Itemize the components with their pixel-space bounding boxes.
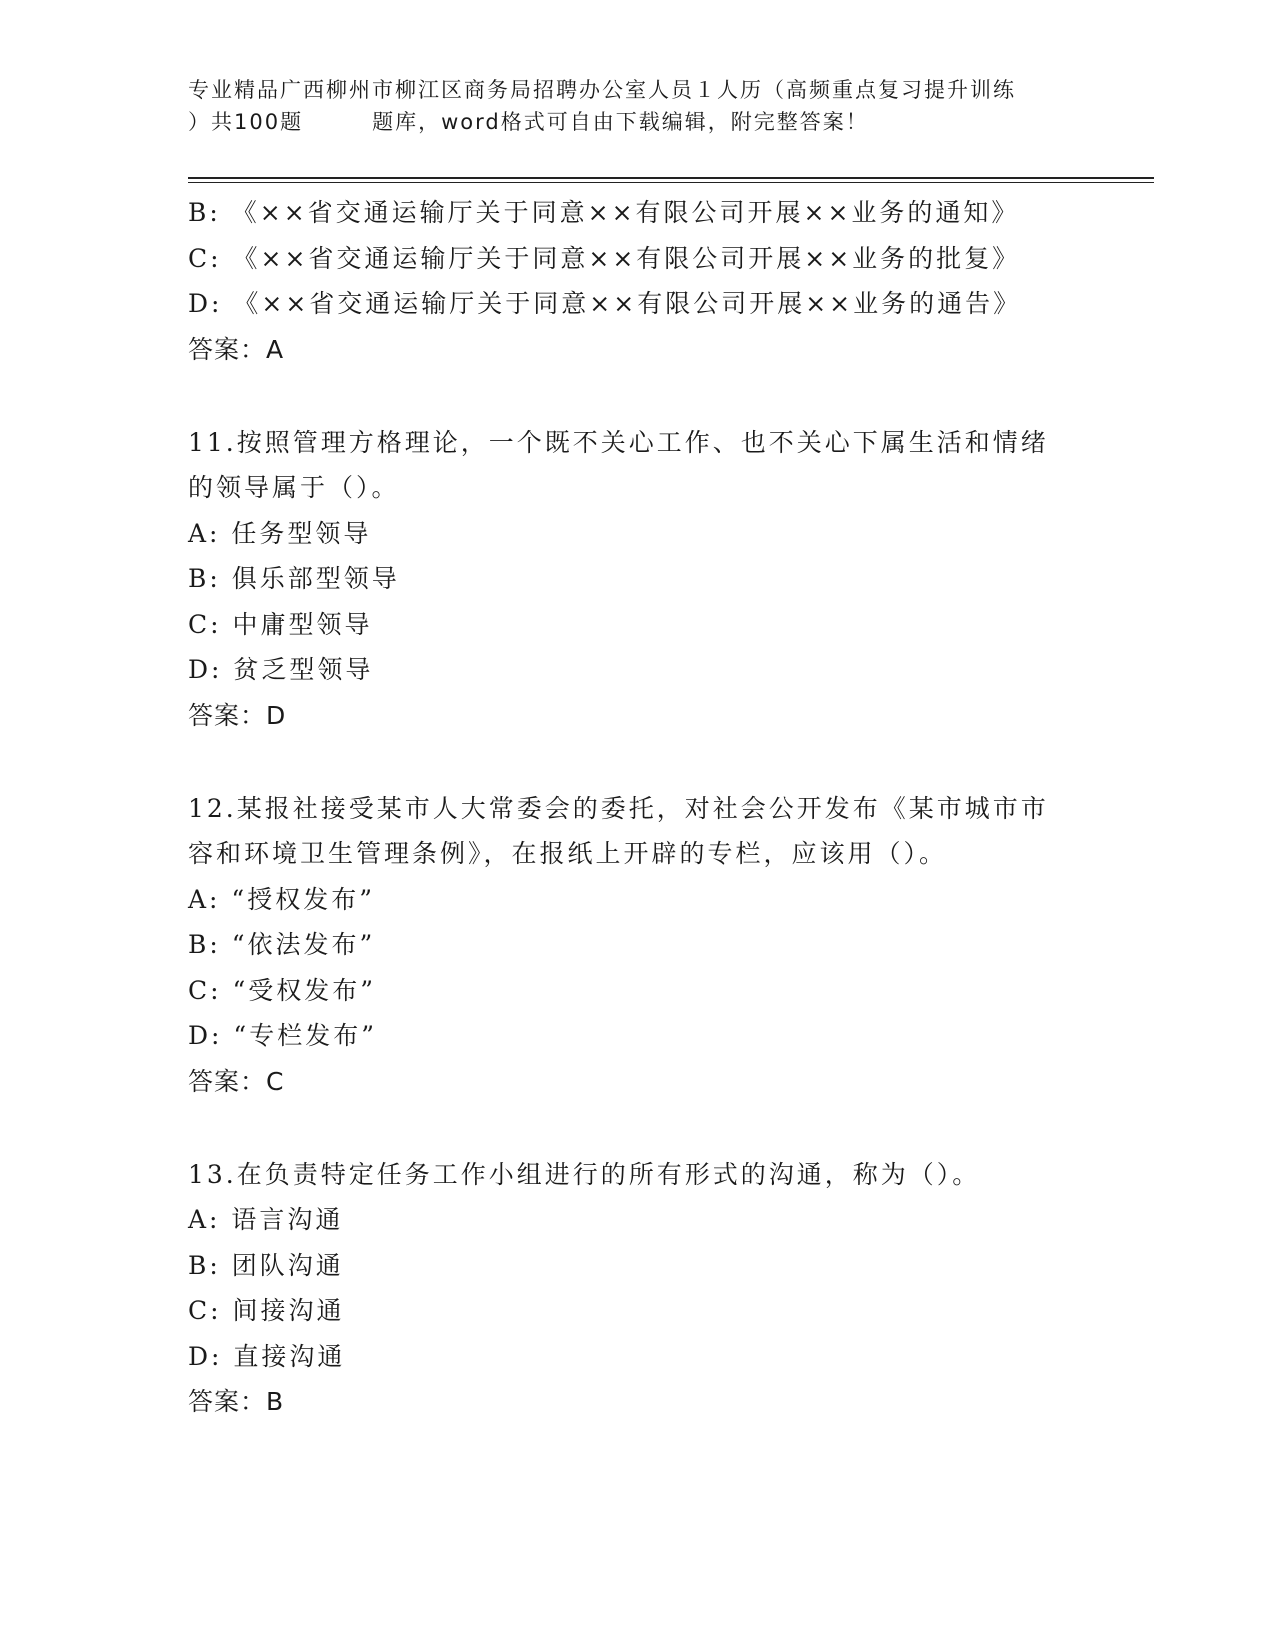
option-d: D: 《××省交通运输厅关于同意××有限公司开展××业务的通告》 [188, 289, 1022, 318]
answer: 答案：A [188, 334, 285, 364]
question-stem [188, 786, 1068, 877]
answer: 答案：B [188, 1387, 285, 1416]
question-11 [188, 420, 1088, 739]
question-stem-line: 的领导属于（）。 [188, 473, 400, 502]
question-13 [188, 1152, 1088, 1426]
question-stem-line: 12.某报社接受某市人大常委会的委托，对社会公开发布《某市城市市 [188, 793, 1049, 823]
option-b: B: “依法发布” [188, 930, 376, 959]
header-divider [188, 177, 1154, 179]
question-stem [188, 1152, 1068, 1198]
option-d: D: 直接沟通 [188, 1341, 346, 1371]
question-stem-line: 11.按照管理方格理论，一个既不关心工作、也不关心下属生活和情绪 [188, 427, 1049, 457]
option-c: C: 中庸型领导 [188, 609, 373, 639]
option-b: B: 俱乐部型领导 [188, 564, 400, 593]
question-stem-line: 容和环境卫生管理条例》，在报纸上开辟的专栏，应该用（）。 [188, 839, 948, 868]
option-c: C: 《××省交通运输厅关于同意××有限公司开展××业务的批复》 [188, 243, 1021, 273]
option-a: A: “授权发布” [188, 884, 375, 914]
option-d: D: “专栏发布” [188, 1021, 377, 1050]
option-a: A: 任务型领导 [188, 518, 372, 548]
option-b: B: 《××省交通运输厅关于同意××有限公司开展××业务的通知》 [188, 198, 1020, 227]
answer: 答案：C [188, 1066, 285, 1096]
option-b: B: 团队沟通 [188, 1250, 344, 1280]
question-10-continued [188, 190, 1088, 373]
document-header [188, 74, 1088, 138]
question-stem [188, 420, 1068, 511]
header-title-line-2: ）共100题 题库，word格式可自由下载编辑，附完整答案！ [188, 110, 869, 134]
question-12 [188, 786, 1088, 1105]
document-body [188, 190, 1088, 1425]
option-d: D: 贫乏型领导 [188, 655, 374, 684]
option-a: A: 语言沟通 [188, 1205, 344, 1234]
question-stem-line: 13.在负责特定任务工作小组进行的所有形式的沟通，称为（）。 [188, 1159, 981, 1189]
header-title-line-1: 专业精品广西柳州市柳江区商务局招聘办公室人员１人历（高频重点复习提升训练 [188, 78, 1016, 102]
option-c: C: “受权发布” [188, 975, 377, 1005]
option-c: C: 间接沟通 [188, 1296, 345, 1325]
header-divider-thin [188, 182, 1154, 183]
answer: 答案：D [188, 700, 287, 730]
